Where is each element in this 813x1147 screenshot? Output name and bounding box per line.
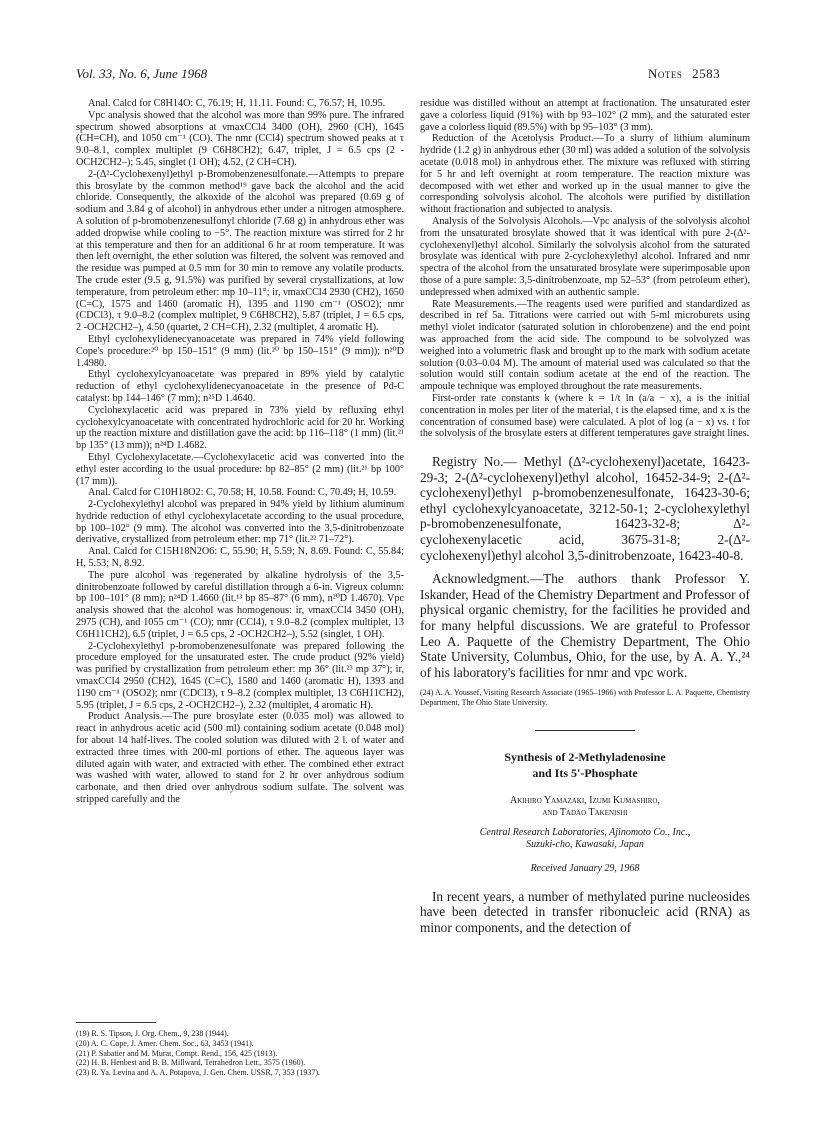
paragraph: Cyclohexylacetic acid was prepared in 73% yield by refluxing ethyl cyclohexylcyanoacetate with concentrated hydrochloric acid for 20 hr. Working up the reaction mixture and distillation gave the acid: bp 116–118° (1 mm) (lit.²¹ bp 135° (13 mm)); n²⁴D 1.4682.	[76, 404, 404, 452]
footnote-rule	[76, 1022, 156, 1023]
article-affiliation	[420, 827, 750, 851]
page-number: 2583	[692, 66, 721, 81]
paragraph: Ethyl cyclohexylcyanoacetate was prepared in 89% yield by catalytic reduction of ethyl cyclohexylidenecyanoacetate in the presence of Pd-C catalyst: bp 144–146° (7 mm); n²⁵D 1.4640.	[76, 369, 404, 404]
paragraph: Product Analysis.—The pure brosylate ester (0.035 mol) was allowed to react in anhydrous acetic acid (500 ml) containing sodium acetate (0.048 mol) for about 14 half-lives. The cooled solution was diluted with 2 l. of water and extracted three times with 200-ml portions of ether. The aqueous layer was diluted again with water, and extracted with ether. The combined ether extract was washed with water, allowed to stand for 2 hr over anhydrous sodium carbonate, and then dried over anhydrous sodium sulfate. The solvent was stripped carefully and the	[76, 711, 404, 806]
reference-item: (21) P. Sabatier and M. Murat, Compt. Rend., 156, 425 (1913).	[76, 1048, 278, 1058]
footnote-24: (24) A. A. Youssef, Visiting Research Associate (1965–1966) with Professor L. A. Paquette, Chemistry Department, The Ohio State University.	[420, 688, 750, 708]
reference-item: (23) R. Ya. Levina and A. A. Potapova, J. Gen. Chem. USSR, 7, 353 (1937).	[76, 1068, 320, 1078]
authors-line: and Tadao Takenishi	[542, 807, 628, 819]
paragraph: Ethyl Cyclohexylacetate.—Cyclohexylacetic acid was converted into the ethyl ester according to the usual procedure: bp 82–85° (2 mm) (lit.²¹ bp 100° (17 mm)).	[76, 451, 404, 487]
paragraph: Analysis of the Solvolysis Alcohols.—Vpc analysis of the solvolysis alcohol from the unsaturated brosylate showed that it was identical with pure 2-(Δ²-cyclohexenyl)ethyl alcohol. Similarly the solvolysis alcohol from the saturated brosylate was identical with pure 2-cyclohexylethyl alcohol. Infrared and nmr spectra of the alcohol from the unsaturated brosylate were superimposable upon those of a pure sample: 3,5-dinitrobenzoate, mp 52–53° (from petroleum ether), undepressed when admixed with an authentic sample.	[420, 215, 750, 298]
article-title-line: and Its 5'-Phosphate	[532, 766, 638, 781]
reference-item: (19) R. S. Tipson, J. Org. Chem., 9, 238 (1944).	[76, 1029, 229, 1038]
affiliation-line: Central Research Laboratories, Ajinomoto Co., Inc.,	[479, 827, 691, 839]
paragraph: Anal. Calcd for C15H18N2O6: C, 55.90; H, 5.59; N, 8.69. Found: C, 55.84; H, 5.53; N, 8.92.	[76, 546, 404, 570]
paragraph: Rate Measurements.—The reagents used were purified and standardized as described in ref 5a. Titrations were carried out with 5-ml microburets using methyl violet indicator (saturated solution in chlorobenzene) and the end point was approached from the acid side. The compound to be solvolyzed was weighed into a volumetric flask and brought up to the mark with sodium acetate solution (0.03–0.04 M). The amount of material used was calculated so that the solution would still contain sodium acetate at the end of the reaction. The ampoule technique was employed throughout the rate measurements.	[420, 298, 750, 393]
paragraph: Vpc analysis showed that the alcohol was more than 99% pure. The infrared spectrum showed absorptions at νmaxCCl4 3400 (OH), 2960 (CH), 1645 (CH=CH), and 1050 cm⁻¹ (CO). The nmr (CCl4) spectrum showed peaks at τ 9.0–8.1, complex multiplet (9 C6H8CH2); 6.47, triplet, J = 6.5 cps (2 -OCH2CH2–); 5.45, singlet (1 OH); 4.52, (2 CH=CH).	[76, 109, 404, 168]
right-column	[420, 98, 750, 944]
section-name: Notes	[648, 66, 683, 81]
article-authors	[420, 795, 750, 819]
paragraph: residue was distilled without an attempt at fractionation. The unsaturated ester gave a colorless liquid (91%) with bp 93–102° (2 mm), and the saturated ester gave a colorless liquid (89.5%) with bp 95–103° (3 mm).	[420, 98, 750, 133]
paragraph: The pure alcohol was regenerated by alkaline hydrolysis of the 3,5-dinitrobenzoate followed by careful distillation through a 6-in. Vigreux column: bp 100–101° (8 mm); n²⁴D 1.4660 (lit.¹³ bp 85–87° (6 mm), n²⁰D 1.4670). Vpc analysis showed that the alcohol was homogenous: ir, νmaxCCl4 3450 (OH), 2975 (CH), and 1055 cm⁻¹ (CO); nmr (CCl4), τ 9.0–8.2 (complex multiplet, 13 C6H11CH2), 6.5 (triplet, J = 6.5 cps, 2 -OCH2CH2–), 5.52 (singlet, 1 OH).	[76, 569, 404, 640]
paragraph: Reduction of the Acetolysis Product.—To a slurry of lithium aluminum hydride (1.2 g) in anhydrous ether (30 ml) was added a solution of the solvolysis acetate (0.018 mol) in anhydrous ether. The mixture was refluxed with stirring for 5 hr and left overnight at room temperature. The reaction mixture was decomposed with wet ether and worked up in the usual manner to give the corresponding solvolysis alcohol. The alcohols were purified by distillation without fractionation and subjected to analysis.	[420, 133, 750, 216]
paragraph: 2-(Δ²-Cyclohexenyl)ethyl p-Bromobenzenesulfonate.—Attempts to prepare this brosylate by the common method¹⁹ gave back the alcohol and the acid chloride. Consequently, the alkoxide of the alcohol was prepared (0.69 g of sodium and 3.84 g of alcohol) in anhydrous ether under a nitrogen atmosphere. A solution of p-bromobenzenesulfonyl chloride (7.68 g) in anhydrous ether was added dropwise while cooling to −5°. The reaction mixture was stirred for 2 hr at this temperature and then for an additional 6 hr at room temperature. It was then left overnight, the ether solution was filtered, the solvent was removed and the residue was pumped at 0.5 mm for 30 min to remove any volatile products. The crude ester (9.5 g, 91.5%) was purified by several crystallizations, at low temperature, from petroleum ether: mp 10–11°; ir, νmaxCCl4 2930 (CH2), 1650 (C=C), 1575 and 1460 (aromatic H), 1395 and 1190 cm⁻¹ (OSO2); nmr (CDCl3), τ 9.0–8.2 (complex multiplet, 9 C6H8CH2), 5.87 (triplet, J = 6.5 cps, 2 -OCH2CH2–), 4.50 (quartet, 2 CH=CH), 2.32 (multiplet, 4 aromatic H).	[76, 168, 404, 334]
article-title-line: Synthesis of 2-Methyladenosine	[504, 750, 666, 765]
affiliation-line: Suzuki-cho, Kawasaki, Japan	[526, 839, 644, 851]
left-column	[76, 98, 404, 806]
paragraph: Anal. Calcd for C8H14O: C, 76.19; H, 11.11. Found: C, 76.57; H, 10.95.	[88, 98, 386, 109]
authors-line: Akihiro Yamazaki, Izumi Kumashiro,	[510, 795, 660, 807]
acknowledgment: Acknowledgment.—The authors thank Professor Y. Iskander, Head of the Chemistry Department and Professor of physical organic chemistry, for the facilities he provided and for many helpful discussions. We are grateful to Professor Leo A. Paquette of the Chemistry Department, The Ohio State University, Columbus, Ohio, for the use, by A. A. Y.,²⁴ of his laboratory's facilities for nmr and vpc work.	[420, 571, 750, 680]
article-intro	[420, 889, 750, 936]
page-header-right	[648, 66, 720, 82]
received-date: Received January 29, 1968	[530, 863, 640, 875]
article-title	[420, 749, 750, 781]
article-separator	[535, 730, 635, 731]
paragraph: Anal. Calcd for C10H18O2: C, 70.58; H, 10.58. Found: C, 70.49; H, 10.59.	[88, 487, 397, 499]
registry-section	[420, 454, 750, 680]
references-left	[76, 1022, 404, 1078]
paragraph: Ethyl cyclohexylidenecyanoacetate was prepared in 74% yield following Cope's procedure:²⁰ bp 150–151° (9 mm) (lit.²⁰ bp 150–151° (9 mm)); n²⁰D 1.4980.	[76, 333, 404, 369]
reference-item: (22) H. B. Henbest and B. B. Millward, Tetrahedron Lett., 3575 (1960).	[76, 1058, 306, 1068]
paragraph: 2-Cyclohexylethyl alcohol was prepared in 94% yield by lithium aluminum hydride reduction of ethyl cyclohexylacetate according to the usual procedure, bp 100–102° (9 mm). The alcohol was converted into the 3,5-dinitrobenzoate derivative, crystallized from petroleum ether: mp 71° (lit.²² 71–72°).	[76, 499, 404, 546]
paragraph: 2-Cyclohexylethyl p-bromobenzenesulfonate was prepared following the procedure employed for the unsaturated ester. The crude product (92% yield) was purified by crystallization from petroleum ether: mp 36° (lit.²³ mp 37°); ir, νmaxCCl4 2950 (CH2), 1645 (C=C), 1580 and 1460 (aromatic H), 1393 and 1190 cm⁻¹ (OSO2); nmr (CDCl3), τ 9–8.2 (complex multiplet, 13 C6H11CH2), 5.95 (triplet, J = 6.5 cps, 2 -OCH2CH2–), 2.32 (multiplet, 4 aromatic H).	[76, 640, 404, 711]
intro-paragraph: In recent years, a number of methylated purine nucleosides have been detected in transfer ribonucleic acid (RNA) as minor components, and the detection of	[420, 888, 750, 935]
paragraph: First-order rate constants k (where k = 1/t ln (a/a − x), a is the initial concentration in moles per liter of the material, t is the elapsed time, and x is the concentration of consumed base) were calculated. A plot of log (a − x) vs. t for the solvolysis of the brosylate esters at different temperatures gave straight lines.	[420, 392, 750, 440]
registry-numbers: Registry No.— Methyl (Δ²-cyclohexenyl)acetate, 16423-29-3; 2-(Δ²-cyclohexenyl)ethyl alcohol, 16452-34-9; 2-(Δ²-cyclohexenyl)ethyl p-bromobenzenesulfonate, 16423-30-6; ethyl cyclohexylcyanoacetate, 3212-50-1; 2-cyclohexylethyl p-bromobenzenesulfonate, 16423-32-8; Δ²-cyclohexenylacetic acid, 3675-31-8; 2-(Δ²-cyclohexenyl)ethyl alcohol 3,5-dinitrobenzoate, 16423-40-8.	[420, 454, 750, 563]
journal-issue: Vol. 33, No. 6, June 1968	[76, 66, 208, 81]
reference-item: (20) A. C. Cope, J. Amer. Chem. Soc., 63, 3453 (1941).	[76, 1038, 254, 1048]
